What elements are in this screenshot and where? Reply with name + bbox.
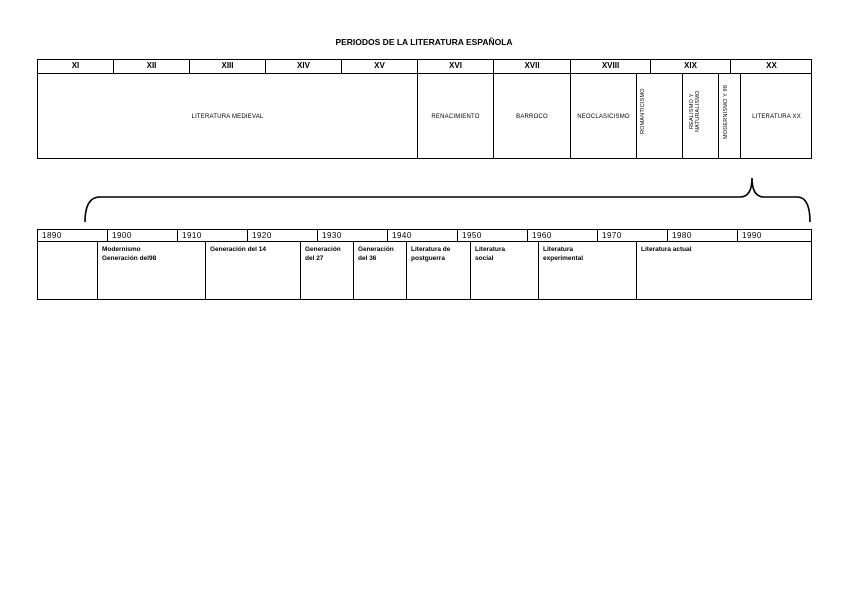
year-1900: 1900 <box>107 229 177 241</box>
period-literatura-xx: LITERATURA XX <box>740 73 812 159</box>
year-1890: 1890 <box>37 229 107 241</box>
generation-36: Generación del 36 <box>353 241 406 300</box>
period-modernismo98: MODERNISMO Y 98 <box>723 84 729 140</box>
century-xvi: XVI <box>417 59 493 73</box>
century-xiii: XIII <box>189 59 265 73</box>
period-realismo: REALISMO Y NATURALISMO <box>689 90 701 132</box>
literatura-social: Literatura social <box>470 241 538 300</box>
year-1910: 1910 <box>177 229 247 241</box>
literatura-postguerra: Literatura de postguerra <box>406 241 470 300</box>
generation-27: Generación del 27 <box>300 241 353 300</box>
period-barroco: BARROCO <box>493 73 570 159</box>
century-xviii: XVIII <box>570 59 650 73</box>
literatura-experimental: Literatura experimental <box>538 241 636 300</box>
page-title: PERIODOS DE LA LITERATURA ESPAÑOLA <box>335 37 513 47</box>
year-1950: 1950 <box>457 229 527 241</box>
period-romanticismo: ROMANTICISMO <box>640 88 646 134</box>
century-xv: XV <box>341 59 417 73</box>
century-xvii: XVII <box>493 59 570 73</box>
period-renacimiento: RENACIMIENTO <box>417 73 493 159</box>
year-1940: 1940 <box>387 229 457 241</box>
year-1990: 1990 <box>737 229 812 241</box>
generation-modernismo-98: Modernismo Generación del98 <box>97 241 205 300</box>
year-1980: 1980 <box>667 229 737 241</box>
period-neoclasicismo: NEOCLASICISMO <box>570 73 636 159</box>
year-1920: 1920 <box>247 229 317 241</box>
century-xiv: XIV <box>265 59 341 73</box>
decades-table <box>37 229 812 300</box>
year-1930: 1930 <box>317 229 387 241</box>
century-xi: XI <box>37 59 113 73</box>
year-1960: 1960 <box>527 229 597 241</box>
year-1970: 1970 <box>597 229 667 241</box>
generation-empty <box>37 241 97 300</box>
literatura-actual: Literatura actual <box>636 241 812 300</box>
century-xx: XX <box>730 59 812 73</box>
century-xii: XII <box>113 59 189 73</box>
generation-14: Generación del 14 <box>205 241 300 300</box>
period-medieval: LITERATURA MEDIEVAL <box>37 73 417 159</box>
century-xix: XIX <box>650 59 730 73</box>
